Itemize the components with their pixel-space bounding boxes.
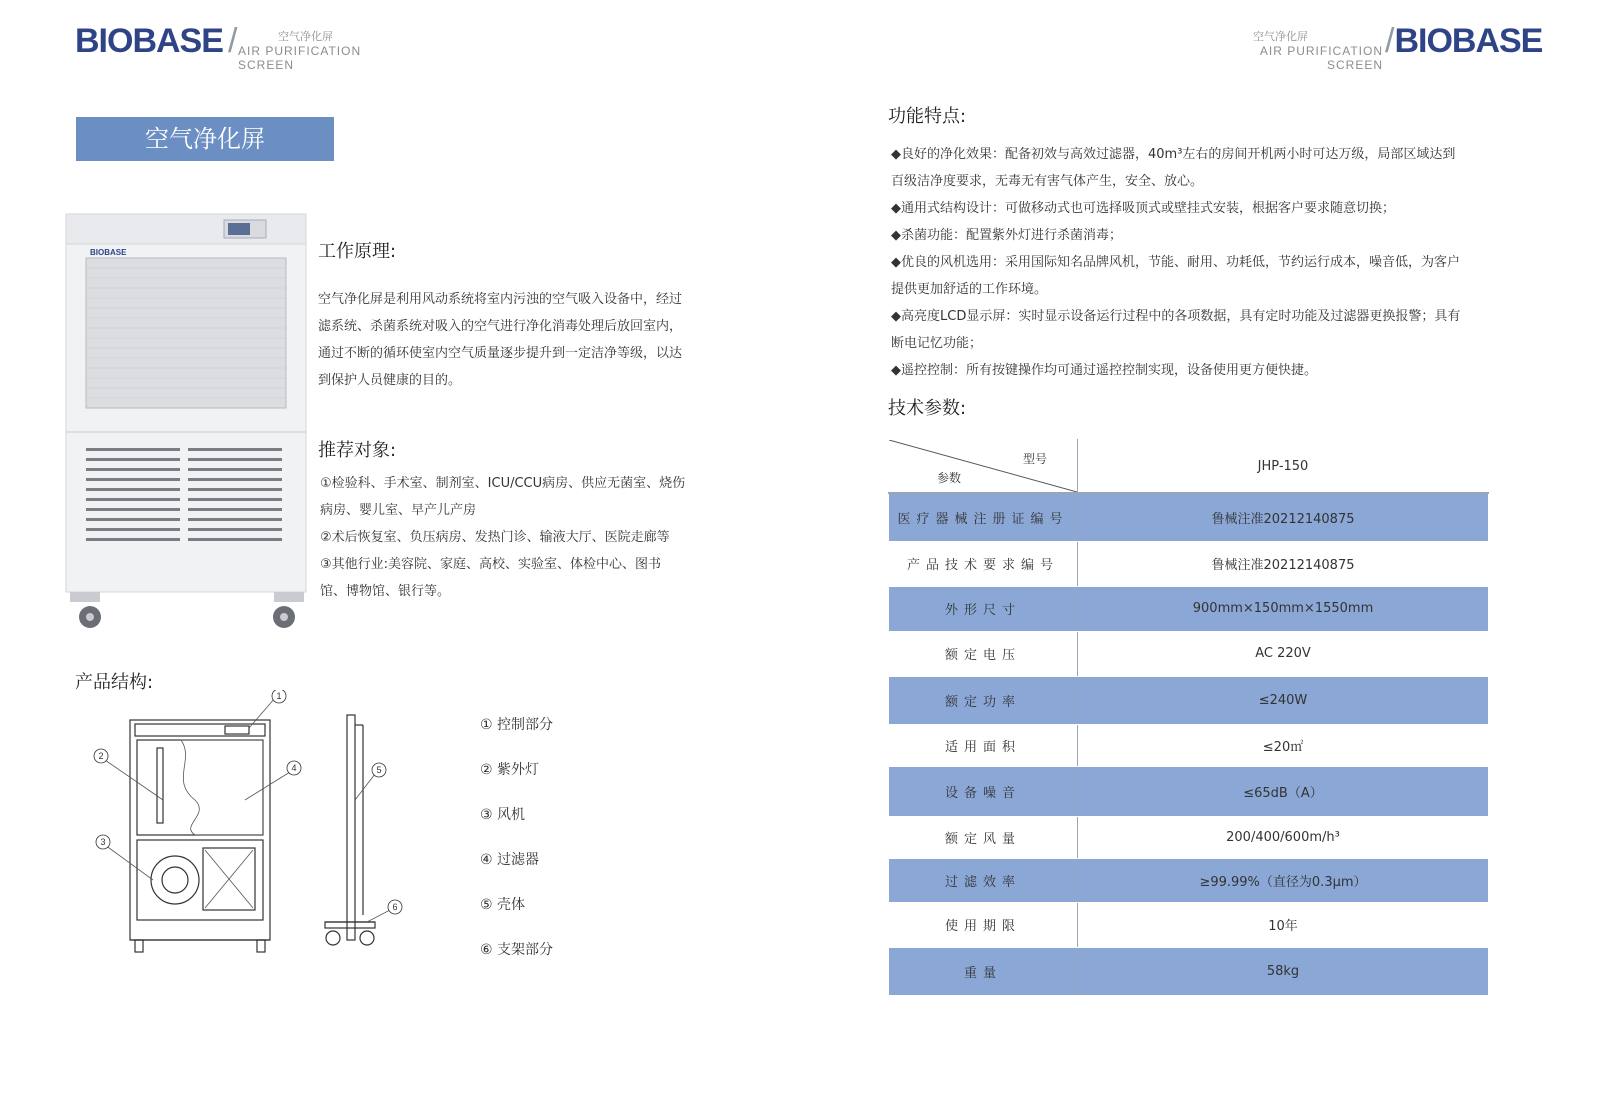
principle-line: 到保护人员健康的目的。 [318, 373, 462, 388]
legend-item: ② 紫外灯 [480, 762, 540, 778]
feature-line: ◆高亮度LCD显示屏：实时显示设备运行过程中的各项数据，具有定时功能及过滤器更换报警；具有 [891, 309, 1461, 324]
spec-param: 设备噪音 [889, 766, 1078, 816]
callout-5: 5 [376, 765, 382, 775]
feature-line: ◆遥控控制：所有按键操作均可通过遥控控制实现，设备使用更方便快捷。 [891, 363, 1317, 378]
spec-param: 外形尺寸 [889, 586, 1078, 631]
spec-value: ≤240W [1078, 676, 1489, 724]
spec-param: 额定风量 [889, 816, 1078, 858]
spec-row [889, 902, 1489, 947]
spec-corner-cell [889, 440, 1078, 494]
spec-row [889, 676, 1489, 724]
legend-item: ④ 过滤器 [480, 852, 540, 868]
spec-value: ≤65dB（A） [1078, 766, 1489, 816]
spec-row [889, 858, 1489, 902]
header-right-sub [1213, 28, 1383, 72]
spec-row [889, 947, 1489, 995]
header-subtitle-cn: 空气净化屏 [1253, 30, 1308, 43]
spec-row [889, 541, 1489, 586]
spec-header-row [889, 440, 1489, 494]
callout-6: 6 [392, 902, 398, 912]
spec-value: 58kg [1078, 947, 1489, 995]
feature-line: 断电记忆功能； [891, 336, 983, 351]
spec-param: 额定电压 [889, 631, 1078, 676]
spec-value: 鲁械注准20212140875 [1078, 541, 1489, 586]
header-left-sub [238, 28, 408, 72]
recommend-heading: 推荐对象: [318, 440, 397, 461]
spec-row [889, 586, 1489, 631]
principle-line: 空气净化屏是利用风动系统将室内污浊的空气吸入设备中，经过 [318, 292, 683, 307]
feature-line: ◆通用式结构设计：可做移动式也可选择吸顶式或壁挂式安装，根据客户要求随意切换； [891, 201, 1395, 216]
spec-row [889, 493, 1489, 541]
brand-logo: BIOBASE [1394, 22, 1543, 60]
callout-3: 3 [100, 837, 106, 847]
spec-param: 过滤效率 [889, 858, 1078, 902]
spec-param: 额定功率 [889, 676, 1078, 724]
features-text [891, 141, 1511, 384]
legend-item: ③ 风机 [480, 807, 526, 823]
device-logo: BIOBASE [90, 248, 127, 257]
spec-param: 产品技术要求编号 [889, 541, 1078, 586]
device-photo [64, 212, 310, 640]
spec-value: ≥99.99%（直径为0.3μm） [1078, 858, 1489, 902]
feature-line: 百级洁净度要求，无毒无有害气体产生，安全、放心。 [891, 174, 1204, 189]
spec-param: 重量 [889, 947, 1078, 995]
header-subtitle-en: AIR PURIFICATION SCREEN [1259, 44, 1383, 72]
header-divider: / [228, 22, 238, 60]
legend-item: ⑥ 支架部分 [480, 942, 554, 958]
spec-value: AC 220V [1078, 631, 1489, 676]
spec-row [889, 724, 1489, 766]
spec-value: 鲁械注准20212140875 [1078, 493, 1489, 541]
page-title: 空气净化屏 [76, 117, 334, 161]
feature-line: ◆良好的净化效果：配备初效与高效过滤器，40m³左右的房间开机两小时可达万级，局部区域达到 [891, 147, 1456, 162]
callout-4: 4 [291, 763, 297, 773]
feature-line: ◆优良的风机选用：采用国际知名品牌风机，节能、耐用、功耗低，节约运行成本，噪音低，为客户 [891, 255, 1460, 270]
spec-param: 适用面积 [889, 724, 1078, 766]
spec-row [889, 631, 1489, 676]
spec-model-value: JHP-150 [1078, 440, 1489, 494]
recommend-line: ①检验科、手术室、制剂室、ICU/CCU病房、供应无菌室、烧伤 [320, 476, 686, 491]
spec-row [889, 816, 1489, 858]
spec-value: 200/400/600m/h³ [1078, 816, 1489, 858]
header-right [1385, 22, 1542, 62]
brand-logo: BIOBASE [75, 22, 223, 60]
structure-legend [480, 715, 553, 985]
callout-1: 1 [276, 691, 282, 701]
principle-line: 通过不断的循环使室内空气质量逐步提升到一定洁净等级，以达 [318, 346, 683, 361]
feature-line: 提供更加舒适的工作环境。 [891, 282, 1048, 297]
legend-item: ⑤ 壳体 [480, 897, 526, 913]
principle-line: 滤系统、杀菌系统对吸入的空气进行净化消毒处理后放回室内， [318, 319, 683, 334]
spec-table [888, 439, 1489, 996]
corner-diagonal [889, 440, 1077, 492]
corner-param-label: 参数 [937, 471, 962, 485]
header-subtitle-cn: 空气净化屏 [278, 30, 333, 43]
spec-value: 10年 [1078, 902, 1489, 947]
recommend-line: ②术后恢复室、负压病房、发热门诊、输液大厅、医院走廊等 [320, 530, 670, 545]
structure-heading: 产品结构: [75, 672, 154, 693]
legend-item: ① 控制部分 [480, 717, 554, 733]
header-divider: / [1385, 22, 1395, 60]
spec-value: ≤20㎡ [1078, 724, 1489, 766]
specs-heading: 技术参数: [888, 398, 967, 419]
spec-param: 医疗器械注册证编号 [889, 493, 1078, 541]
recommend-line: 馆、博物馆、银行等。 [320, 584, 451, 599]
spec-value: 900mm×150mm×1550mm [1078, 586, 1489, 631]
corner-model-label: 型号 [1022, 452, 1047, 466]
spec-param: 使用期限 [889, 902, 1078, 947]
structure-diagram [85, 690, 425, 970]
principle-text [318, 286, 698, 394]
spec-row [889, 766, 1489, 816]
header-subtitle-en: AIR PURIFICATION SCREEN [238, 44, 362, 72]
callout-2: 2 [98, 751, 104, 761]
recommend-text [320, 470, 700, 605]
principle-heading: 工作原理: [318, 241, 397, 262]
recommend-line: ③其他行业:美容院、家庭、高校、实验室、体检中心、图书 [320, 557, 662, 572]
features-heading: 功能特点: [888, 106, 967, 127]
recommend-line: 病房、婴儿室、早产儿产房 [320, 503, 477, 518]
header-left [75, 22, 237, 62]
feature-line: ◆杀菌功能：配置紫外灯进行杀菌消毒； [891, 228, 1122, 243]
